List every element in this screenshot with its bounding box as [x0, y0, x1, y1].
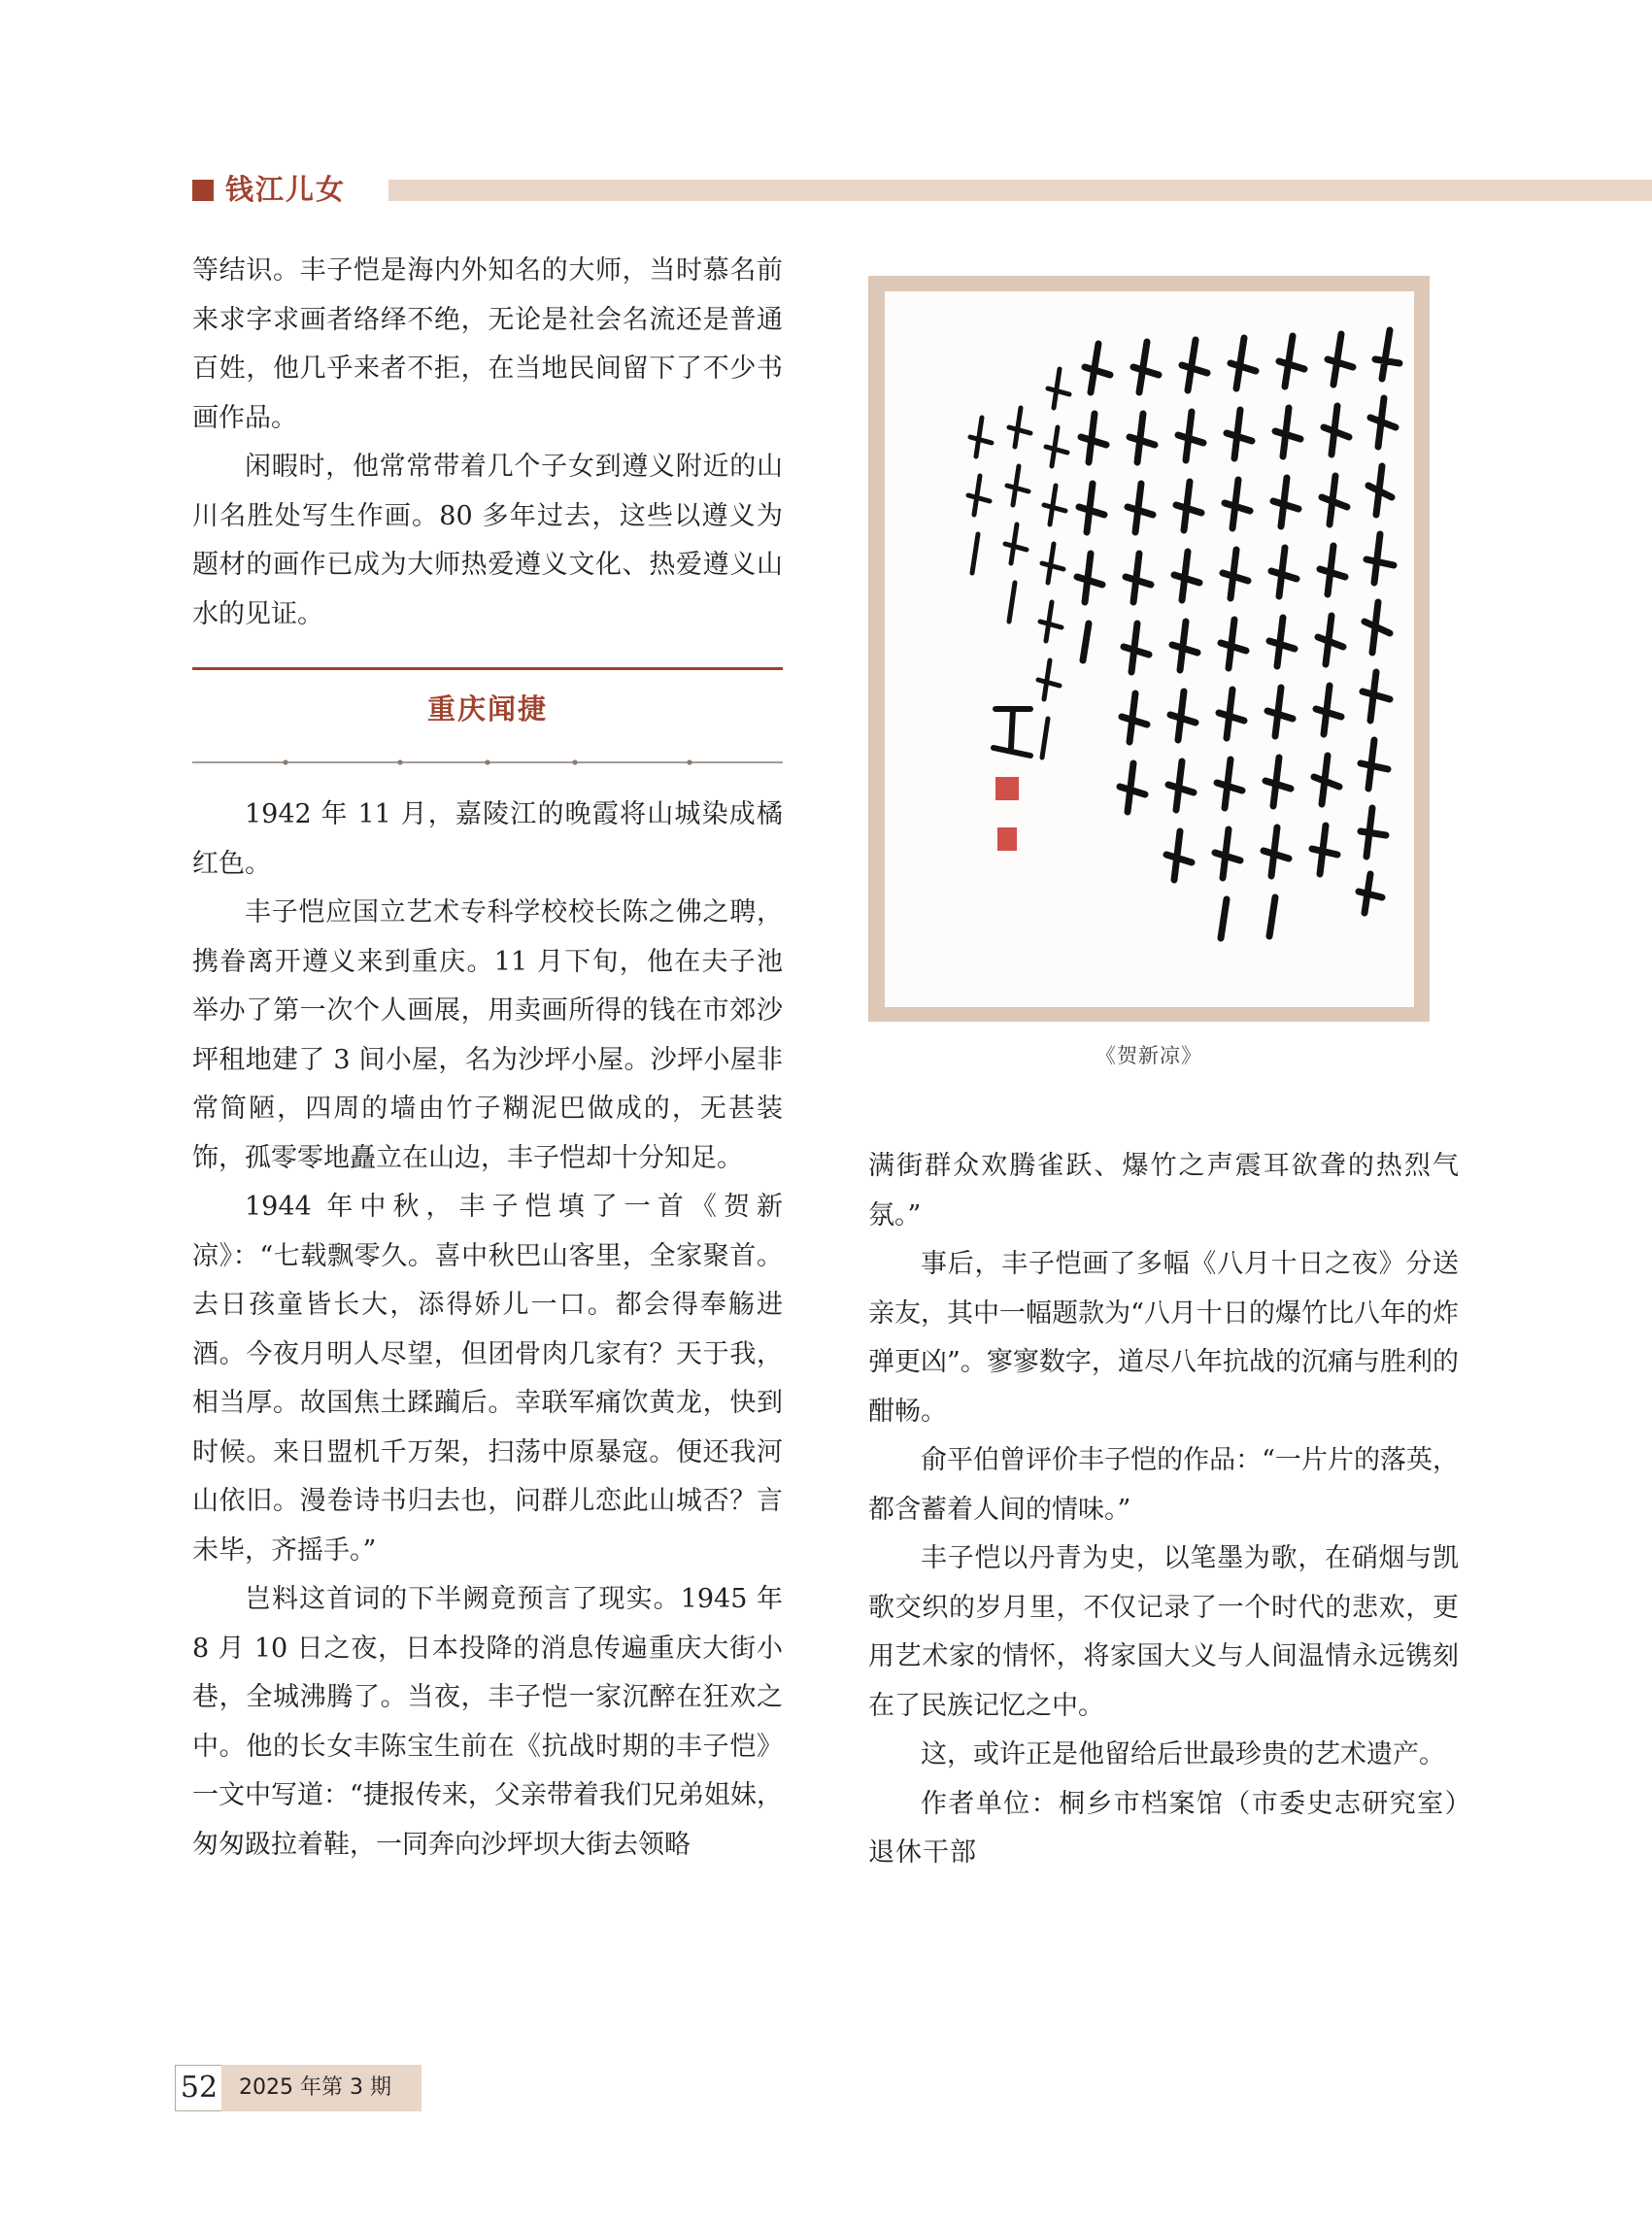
- issue-label: 2025 年第 3 期: [221, 2065, 421, 2111]
- figure-caption: 《贺新凉》: [1096, 1044, 1202, 1067]
- header-band: [388, 180, 1652, 201]
- section-ornament-rule: [192, 756, 783, 769]
- section-paragraph-2: 丰子恺应国立艺术专科学校校长陈之佛之聘，携眷离开遵义来到重庆。11 月下旬，他在夫子池举办了第一次个人画展，用卖画所得的钱在市郊沙坪租地建了 3 间小屋，名为沙坪小屋。沙坪小屋非常简陋，四周的墙由竹子糊泥巴做成的，无甚装饰，孤零零地矗立在山边，丰子恺却十分知足。: [192, 897, 783, 1173]
- left-column-intro: [192, 247, 783, 639]
- section-paragraph-1: 1942 年 11 月，嘉陵江的晚霞将山城染成橘红色。: [192, 799, 783, 879]
- right-column: [868, 1142, 1459, 1878]
- calligraphy-artwork: [885, 291, 1414, 1007]
- right-paragraph-2: 事后，丰子恺画了多幅《八月十日之夜》分送亲友，其中一幅题款为“八月十日的爆竹比八年的炸弹更凶”。寥寥数字，道尽八年抗战的沉痛与胜利的酣畅。: [868, 1249, 1459, 1427]
- header-accent-square: [192, 180, 214, 201]
- author-note: 作者单位：桐乡市档案馆（市委史志研究室）退休干部: [868, 1788, 1459, 1868]
- right-paragraph-4: 丰子恺以丹青为史，以笔墨为歌，在硝烟与凯歌交织的岁月里，不仅记录了一个时代的悲欢，更用艺术家的情怀，将家国大义与人间温情永远镌刻在了民族记忆之中。: [868, 1543, 1459, 1721]
- left-column-section: [192, 791, 783, 1870]
- right-paragraph-3: 俞平伯曾评价丰子恺的作品：“一片片的落英，都含蓄着人间的情味。”: [868, 1445, 1459, 1525]
- section-rule-top: [192, 667, 783, 670]
- calligraphy-paper: [885, 291, 1414, 1007]
- right-paragraph-5: 这，或许正是他留给后世最珍贵的艺术遗产。: [921, 1739, 1445, 1770]
- section-title: 重庆闻捷: [426, 692, 548, 725]
- left-paragraph-2: 闲暇时，他常常带着几个子女到遵义附近的山川名胜处写生作画。80 多年过去，这些以遵义为题材的画作已成为大师热爱遵义文化、热爱遵义山水的见证。: [192, 452, 783, 629]
- page-number: 52: [175, 2065, 223, 2111]
- right-paragraph-1: 满街群众欢腾雀跃、爆竹之声震耳欲聋的热烈气氛。”: [868, 1151, 1459, 1230]
- section-label: 钱江儿女: [225, 173, 347, 206]
- section-paragraph-3: 1944 年中秋，丰子恺填了一首《贺新凉》：“七载飘零久。喜中秋巴山客里，全家聚首。去日孩童皆长大，添得娇儿一口。都会得奉觞进酒。今夜月明人尽望，但团骨肉几家有？天于我，相当厚。故国焦土蹂躏后。幸联军痛饮黄龙，快到时候。来日盟机千万架，扫荡中原暴寇。便还我河山依旧。漫卷诗书归去也，问群儿恋此山城否？言未毕，齐摇手。”: [192, 1192, 783, 1566]
- left-paragraph-1: 等结识。丰子恺是海内外知名的大师，当时慕名前来求字求画者络绎不绝，无论是社会名流还是普通百姓，他几乎来者不拒，在当地民间留下了不少书画作品。: [192, 255, 783, 433]
- section-paragraph-4: 岂料这首词的下半阙竟预言了现实。1945 年 8 月 10 日之夜，日本投降的消息传遍重庆大街小巷，全城沸腾了。当夜，丰子恺一家沉醉在狂欢之中。他的长女丰陈宝生前在《抗战时期的丰子恺》一文中写道：“捷报传来，父亲带着我们兄弟姐妹，匆匆趿拉着鞋，一同奔向沙坪坝大街去领略: [192, 1584, 783, 1860]
